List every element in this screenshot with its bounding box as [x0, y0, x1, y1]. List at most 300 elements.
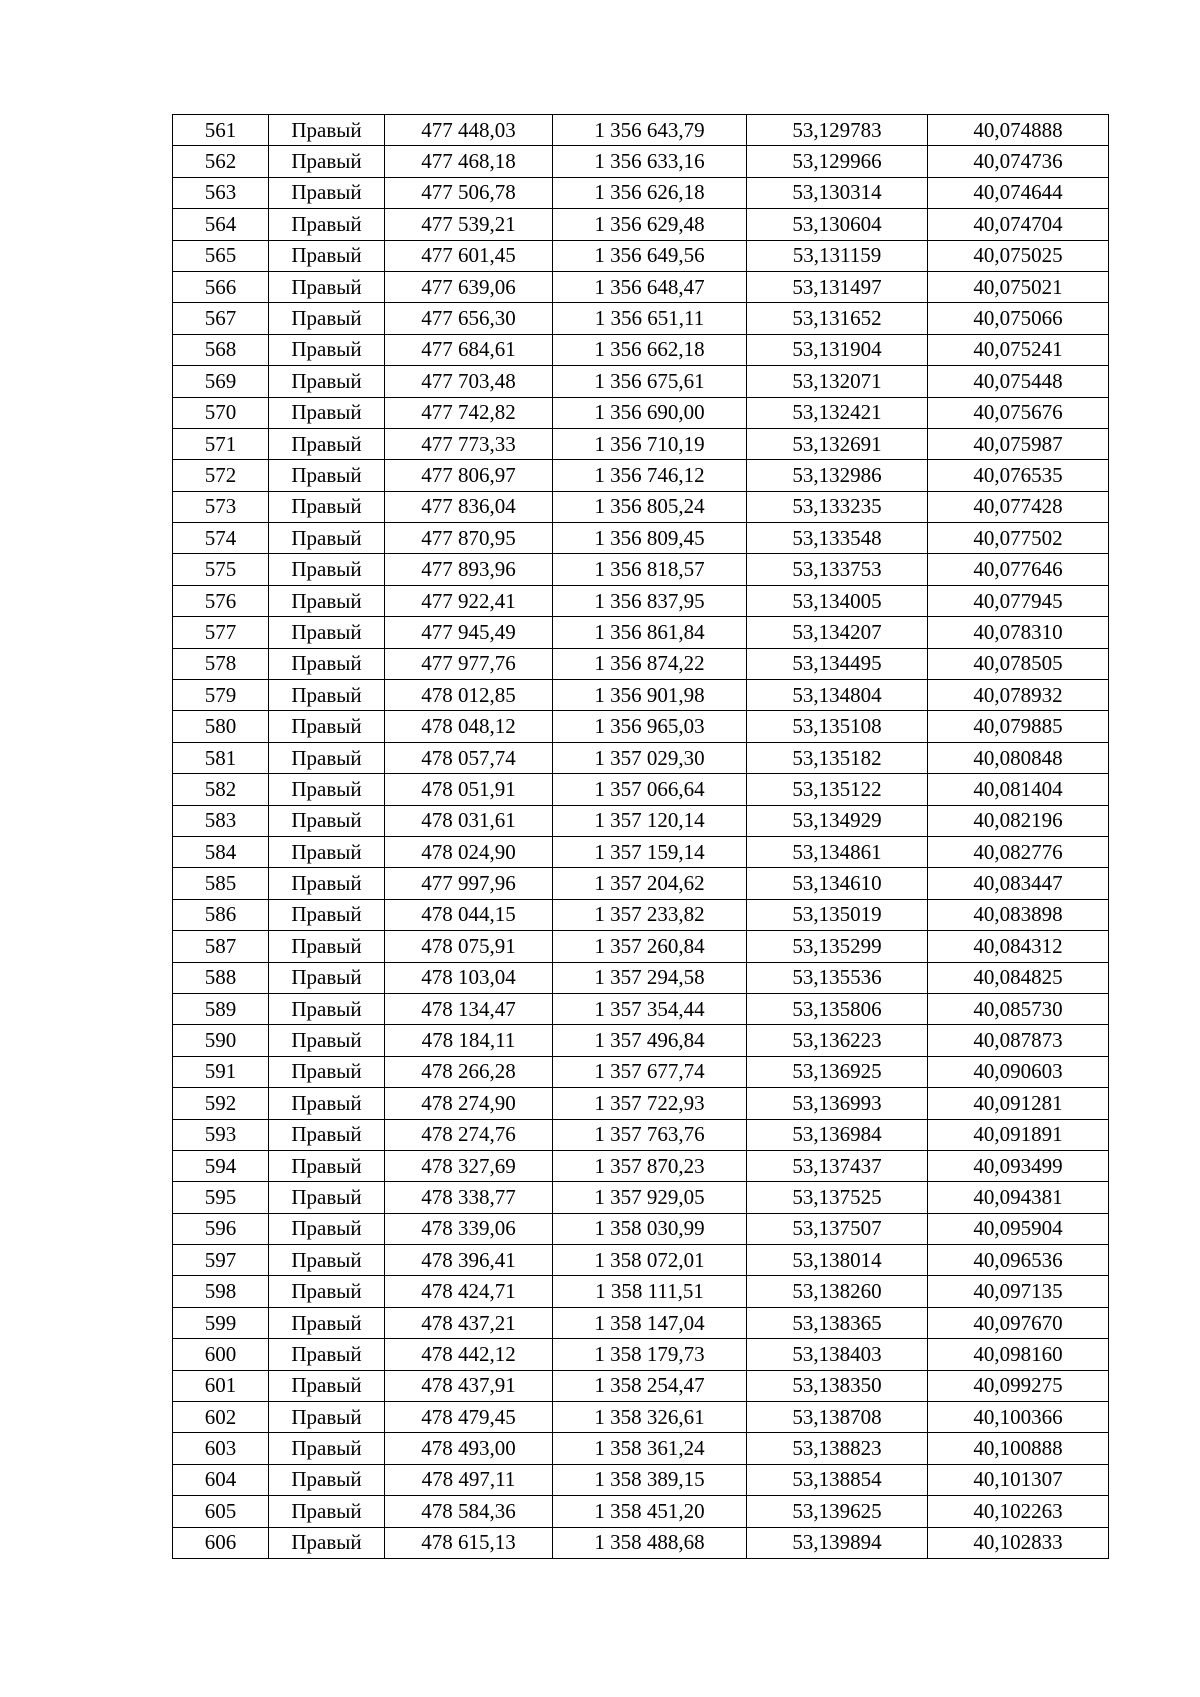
longitude-cell: 40,082196 [928, 805, 1109, 836]
x-coordinate-cell: 478 493,00 [385, 1433, 553, 1464]
point-number-cell: 590 [173, 1025, 269, 1056]
table-row [173, 1496, 1109, 1527]
point-number-cell: 594 [173, 1150, 269, 1181]
latitude-cell: 53,133548 [747, 523, 928, 554]
longitude-cell: 40,077502 [928, 523, 1109, 554]
side-cell: Правый [269, 1307, 385, 1338]
latitude-cell: 53,135122 [747, 774, 928, 805]
latitude-cell: 53,129783 [747, 115, 928, 146]
x-coordinate-cell: 478 437,21 [385, 1307, 553, 1338]
latitude-cell: 53,137507 [747, 1213, 928, 1244]
table-row [173, 1370, 1109, 1401]
y-coordinate-cell: 1 356 965,03 [553, 711, 747, 742]
latitude-cell: 53,133235 [747, 491, 928, 522]
table-row [173, 523, 1109, 554]
latitude-cell: 53,135108 [747, 711, 928, 742]
y-coordinate-cell: 1 356 901,98 [553, 680, 747, 711]
table-row [173, 1182, 1109, 1213]
y-coordinate-cell: 1 356 837,95 [553, 585, 747, 616]
y-coordinate-cell: 1 358 488,68 [553, 1527, 747, 1558]
x-coordinate-cell: 477 601,45 [385, 240, 553, 271]
y-coordinate-cell: 1 356 643,79 [553, 115, 747, 146]
point-number-cell: 597 [173, 1245, 269, 1276]
latitude-cell: 53,139894 [747, 1527, 928, 1558]
latitude-cell: 53,137437 [747, 1150, 928, 1181]
point-number-cell: 595 [173, 1182, 269, 1213]
table-row [173, 836, 1109, 867]
side-cell: Правый [269, 1056, 385, 1087]
point-number-cell: 563 [173, 177, 269, 208]
side-cell: Правый [269, 209, 385, 240]
table-row [173, 209, 1109, 240]
x-coordinate-cell: 477 639,06 [385, 271, 553, 302]
x-coordinate-cell: 477 773,33 [385, 428, 553, 459]
x-coordinate-cell: 478 075,91 [385, 931, 553, 962]
x-coordinate-cell: 478 274,76 [385, 1119, 553, 1150]
latitude-cell: 53,139625 [747, 1496, 928, 1527]
table-row [173, 1464, 1109, 1495]
y-coordinate-cell: 1 357 354,44 [553, 993, 747, 1024]
latitude-cell: 53,135019 [747, 899, 928, 930]
x-coordinate-cell: 477 945,49 [385, 617, 553, 648]
table-row [173, 711, 1109, 742]
latitude-cell: 53,135536 [747, 962, 928, 993]
coordinates-table-body [173, 115, 1109, 1559]
y-coordinate-cell: 1 356 626,18 [553, 177, 747, 208]
side-cell: Правый [269, 836, 385, 867]
point-number-cell: 588 [173, 962, 269, 993]
y-coordinate-cell: 1 358 147,04 [553, 1307, 747, 1338]
side-cell: Правый [269, 428, 385, 459]
side-cell: Правый [269, 1402, 385, 1433]
point-number-cell: 574 [173, 523, 269, 554]
side-cell: Правый [269, 617, 385, 648]
longitude-cell: 40,074888 [928, 115, 1109, 146]
y-coordinate-cell: 1 357 204,62 [553, 868, 747, 899]
table-row [173, 805, 1109, 836]
longitude-cell: 40,080848 [928, 742, 1109, 773]
y-coordinate-cell: 1 358 072,01 [553, 1245, 747, 1276]
x-coordinate-cell: 478 396,41 [385, 1245, 553, 1276]
side-cell: Правый [269, 554, 385, 585]
longitude-cell: 40,077428 [928, 491, 1109, 522]
table-row [173, 491, 1109, 522]
latitude-cell: 53,134804 [747, 680, 928, 711]
x-coordinate-cell: 478 442,12 [385, 1339, 553, 1370]
y-coordinate-cell: 1 357 496,84 [553, 1025, 747, 1056]
latitude-cell: 53,138854 [747, 1464, 928, 1495]
point-number-cell: 568 [173, 334, 269, 365]
point-number-cell: 570 [173, 397, 269, 428]
x-coordinate-cell: 477 656,30 [385, 303, 553, 334]
longitude-cell: 40,091281 [928, 1088, 1109, 1119]
side-cell: Правый [269, 805, 385, 836]
latitude-cell: 53,138014 [747, 1245, 928, 1276]
y-coordinate-cell: 1 358 326,61 [553, 1402, 747, 1433]
table-row [173, 334, 1109, 365]
side-cell: Правый [269, 1339, 385, 1370]
longitude-cell: 40,097135 [928, 1276, 1109, 1307]
y-coordinate-cell: 1 357 260,84 [553, 931, 747, 962]
y-coordinate-cell: 1 357 870,23 [553, 1150, 747, 1181]
longitude-cell: 40,078505 [928, 648, 1109, 679]
y-coordinate-cell: 1 356 633,16 [553, 146, 747, 177]
latitude-cell: 53,134207 [747, 617, 928, 648]
side-cell: Правый [269, 711, 385, 742]
latitude-cell: 53,132691 [747, 428, 928, 459]
latitude-cell: 53,138365 [747, 1307, 928, 1338]
longitude-cell: 40,091891 [928, 1119, 1109, 1150]
y-coordinate-cell: 1 358 254,47 [553, 1370, 747, 1401]
side-cell: Правый [269, 899, 385, 930]
y-coordinate-cell: 1 358 030,99 [553, 1213, 747, 1244]
longitude-cell: 40,075987 [928, 428, 1109, 459]
table-row [173, 1056, 1109, 1087]
table-row [173, 271, 1109, 302]
table-row [173, 899, 1109, 930]
x-coordinate-cell: 478 338,77 [385, 1182, 553, 1213]
x-coordinate-cell: 478 266,28 [385, 1056, 553, 1087]
point-number-cell: 566 [173, 271, 269, 302]
point-number-cell: 584 [173, 836, 269, 867]
point-number-cell: 596 [173, 1213, 269, 1244]
side-cell: Правый [269, 1496, 385, 1527]
y-coordinate-cell: 1 356 805,24 [553, 491, 747, 522]
side-cell: Правый [269, 460, 385, 491]
point-number-cell: 576 [173, 585, 269, 616]
point-number-cell: 604 [173, 1464, 269, 1495]
x-coordinate-cell: 478 274,90 [385, 1088, 553, 1119]
point-number-cell: 579 [173, 680, 269, 711]
point-number-cell: 582 [173, 774, 269, 805]
latitude-cell: 53,138350 [747, 1370, 928, 1401]
latitude-cell: 53,134610 [747, 868, 928, 899]
y-coordinate-cell: 1 358 111,51 [553, 1276, 747, 1307]
side-cell: Правый [269, 1025, 385, 1056]
point-number-cell: 598 [173, 1276, 269, 1307]
side-cell: Правый [269, 271, 385, 302]
side-cell: Правый [269, 742, 385, 773]
table-row [173, 774, 1109, 805]
longitude-cell: 40,096536 [928, 1245, 1109, 1276]
side-cell: Правый [269, 1119, 385, 1150]
point-number-cell: 589 [173, 993, 269, 1024]
table-row [173, 1402, 1109, 1433]
x-coordinate-cell: 478 615,13 [385, 1527, 553, 1558]
longitude-cell: 40,078932 [928, 680, 1109, 711]
longitude-cell: 40,077646 [928, 554, 1109, 585]
longitude-cell: 40,099275 [928, 1370, 1109, 1401]
y-coordinate-cell: 1 357 763,76 [553, 1119, 747, 1150]
latitude-cell: 53,134495 [747, 648, 928, 679]
x-coordinate-cell: 477 870,95 [385, 523, 553, 554]
table-row [173, 962, 1109, 993]
x-coordinate-cell: 478 339,06 [385, 1213, 553, 1244]
y-coordinate-cell: 1 356 649,56 [553, 240, 747, 271]
latitude-cell: 53,132421 [747, 397, 928, 428]
longitude-cell: 40,079885 [928, 711, 1109, 742]
point-number-cell: 599 [173, 1307, 269, 1338]
latitude-cell: 53,131904 [747, 334, 928, 365]
latitude-cell: 53,130604 [747, 209, 928, 240]
side-cell: Правый [269, 334, 385, 365]
y-coordinate-cell: 1 357 233,82 [553, 899, 747, 930]
y-coordinate-cell: 1 356 648,47 [553, 271, 747, 302]
latitude-cell: 53,132071 [747, 366, 928, 397]
latitude-cell: 53,134005 [747, 585, 928, 616]
latitude-cell: 53,133753 [747, 554, 928, 585]
side-cell: Правый [269, 366, 385, 397]
x-coordinate-cell: 477 997,96 [385, 868, 553, 899]
point-number-cell: 602 [173, 1402, 269, 1433]
longitude-cell: 40,074644 [928, 177, 1109, 208]
latitude-cell: 53,137525 [747, 1182, 928, 1213]
point-number-cell: 581 [173, 742, 269, 773]
y-coordinate-cell: 1 356 746,12 [553, 460, 747, 491]
longitude-cell: 40,075448 [928, 366, 1109, 397]
latitude-cell: 53,131652 [747, 303, 928, 334]
latitude-cell: 53,135299 [747, 931, 928, 962]
table-row [173, 1150, 1109, 1181]
x-coordinate-cell: 478 031,61 [385, 805, 553, 836]
table-row [173, 460, 1109, 491]
x-coordinate-cell: 477 893,96 [385, 554, 553, 585]
y-coordinate-cell: 1 356 651,11 [553, 303, 747, 334]
x-coordinate-cell: 478 584,36 [385, 1496, 553, 1527]
latitude-cell: 53,129966 [747, 146, 928, 177]
longitude-cell: 40,074736 [928, 146, 1109, 177]
table-row [173, 1119, 1109, 1150]
side-cell: Правый [269, 648, 385, 679]
point-number-cell: 592 [173, 1088, 269, 1119]
side-cell: Правый [269, 1182, 385, 1213]
point-number-cell: 564 [173, 209, 269, 240]
point-number-cell: 580 [173, 711, 269, 742]
longitude-cell: 40,093499 [928, 1150, 1109, 1181]
y-coordinate-cell: 1 356 662,18 [553, 334, 747, 365]
side-cell: Правый [269, 993, 385, 1024]
side-cell: Правый [269, 1245, 385, 1276]
x-coordinate-cell: 478 437,91 [385, 1370, 553, 1401]
table-row [173, 1527, 1109, 1558]
x-coordinate-cell: 477 684,61 [385, 334, 553, 365]
y-coordinate-cell: 1 356 861,84 [553, 617, 747, 648]
y-coordinate-cell: 1 357 929,05 [553, 1182, 747, 1213]
latitude-cell: 53,136984 [747, 1119, 928, 1150]
side-cell: Правый [269, 146, 385, 177]
side-cell: Правый [269, 868, 385, 899]
y-coordinate-cell: 1 358 451,20 [553, 1496, 747, 1527]
x-coordinate-cell: 477 539,21 [385, 209, 553, 240]
longitude-cell: 40,097670 [928, 1307, 1109, 1338]
table-row [173, 1213, 1109, 1244]
side-cell: Правый [269, 680, 385, 711]
table-row [173, 1025, 1109, 1056]
longitude-cell: 40,082776 [928, 836, 1109, 867]
point-number-cell: 573 [173, 491, 269, 522]
point-number-cell: 571 [173, 428, 269, 459]
longitude-cell: 40,075241 [928, 334, 1109, 365]
coordinates-table [172, 114, 1109, 1559]
latitude-cell: 53,135806 [747, 993, 928, 1024]
longitude-cell: 40,090603 [928, 1056, 1109, 1087]
longitude-cell: 40,094381 [928, 1182, 1109, 1213]
point-number-cell: 567 [173, 303, 269, 334]
point-number-cell: 600 [173, 1339, 269, 1370]
point-number-cell: 591 [173, 1056, 269, 1087]
x-coordinate-cell: 478 184,11 [385, 1025, 553, 1056]
table-row [173, 993, 1109, 1024]
side-cell: Правый [269, 303, 385, 334]
side-cell: Правый [269, 1150, 385, 1181]
y-coordinate-cell: 1 357 722,93 [553, 1088, 747, 1119]
table-row [173, 1433, 1109, 1464]
x-coordinate-cell: 477 448,03 [385, 115, 553, 146]
longitude-cell: 40,075021 [928, 271, 1109, 302]
side-cell: Правый [269, 397, 385, 428]
side-cell: Правый [269, 1213, 385, 1244]
latitude-cell: 53,136993 [747, 1088, 928, 1119]
table-row [173, 1276, 1109, 1307]
x-coordinate-cell: 477 468,18 [385, 146, 553, 177]
latitude-cell: 53,134861 [747, 836, 928, 867]
table-row [173, 428, 1109, 459]
table-row [173, 931, 1109, 962]
table-row [173, 1307, 1109, 1338]
latitude-cell: 53,134929 [747, 805, 928, 836]
table-row [173, 868, 1109, 899]
y-coordinate-cell: 1 357 677,74 [553, 1056, 747, 1087]
x-coordinate-cell: 477 703,48 [385, 366, 553, 397]
latitude-cell: 53,131159 [747, 240, 928, 271]
longitude-cell: 40,095904 [928, 1213, 1109, 1244]
longitude-cell: 40,084312 [928, 931, 1109, 962]
table-row [173, 366, 1109, 397]
longitude-cell: 40,087873 [928, 1025, 1109, 1056]
y-coordinate-cell: 1 356 690,00 [553, 397, 747, 428]
longitude-cell: 40,075025 [928, 240, 1109, 271]
point-number-cell: 577 [173, 617, 269, 648]
x-coordinate-cell: 477 836,04 [385, 491, 553, 522]
x-coordinate-cell: 477 506,78 [385, 177, 553, 208]
y-coordinate-cell: 1 357 066,64 [553, 774, 747, 805]
point-number-cell: 587 [173, 931, 269, 962]
x-coordinate-cell: 478 479,45 [385, 1402, 553, 1433]
y-coordinate-cell: 1 358 389,15 [553, 1464, 747, 1495]
x-coordinate-cell: 478 103,04 [385, 962, 553, 993]
longitude-cell: 40,075676 [928, 397, 1109, 428]
table-row [173, 1088, 1109, 1119]
x-coordinate-cell: 478 051,91 [385, 774, 553, 805]
longitude-cell: 40,083898 [928, 899, 1109, 930]
point-number-cell: 562 [173, 146, 269, 177]
side-cell: Правый [269, 774, 385, 805]
side-cell: Правый [269, 931, 385, 962]
y-coordinate-cell: 1 357 029,30 [553, 742, 747, 773]
table-row [173, 146, 1109, 177]
longitude-cell: 40,078310 [928, 617, 1109, 648]
side-cell: Правый [269, 240, 385, 271]
latitude-cell: 53,138260 [747, 1276, 928, 1307]
y-coordinate-cell: 1 356 818,57 [553, 554, 747, 585]
y-coordinate-cell: 1 356 675,61 [553, 366, 747, 397]
x-coordinate-cell: 478 044,15 [385, 899, 553, 930]
longitude-cell: 40,102263 [928, 1496, 1109, 1527]
longitude-cell: 40,075066 [928, 303, 1109, 334]
table-row [173, 115, 1109, 146]
latitude-cell: 53,138823 [747, 1433, 928, 1464]
longitude-cell: 40,083447 [928, 868, 1109, 899]
x-coordinate-cell: 477 742,82 [385, 397, 553, 428]
y-coordinate-cell: 1 356 629,48 [553, 209, 747, 240]
y-coordinate-cell: 1 357 294,58 [553, 962, 747, 993]
side-cell: Правый [269, 1276, 385, 1307]
latitude-cell: 53,136925 [747, 1056, 928, 1087]
point-number-cell: 605 [173, 1496, 269, 1527]
point-number-cell: 586 [173, 899, 269, 930]
latitude-cell: 53,138403 [747, 1339, 928, 1370]
y-coordinate-cell: 1 358 179,73 [553, 1339, 747, 1370]
x-coordinate-cell: 478 048,12 [385, 711, 553, 742]
side-cell: Правый [269, 1464, 385, 1495]
point-number-cell: 565 [173, 240, 269, 271]
point-number-cell: 569 [173, 366, 269, 397]
side-cell: Правый [269, 491, 385, 522]
y-coordinate-cell: 1 356 710,19 [553, 428, 747, 459]
table-row [173, 303, 1109, 334]
table-row [173, 1245, 1109, 1276]
table-row [173, 240, 1109, 271]
longitude-cell: 40,074704 [928, 209, 1109, 240]
side-cell: Правый [269, 523, 385, 554]
side-cell: Правый [269, 115, 385, 146]
table-row [173, 648, 1109, 679]
latitude-cell: 53,130314 [747, 177, 928, 208]
table-row [173, 617, 1109, 648]
y-coordinate-cell: 1 356 874,22 [553, 648, 747, 679]
table-row [173, 1339, 1109, 1370]
side-cell: Правый [269, 1370, 385, 1401]
table-row [173, 554, 1109, 585]
x-coordinate-cell: 478 327,69 [385, 1150, 553, 1181]
side-cell: Правый [269, 177, 385, 208]
table-row [173, 742, 1109, 773]
point-number-cell: 585 [173, 868, 269, 899]
table-row [173, 397, 1109, 428]
latitude-cell: 53,135182 [747, 742, 928, 773]
point-number-cell: 593 [173, 1119, 269, 1150]
longitude-cell: 40,100888 [928, 1433, 1109, 1464]
y-coordinate-cell: 1 356 809,45 [553, 523, 747, 554]
x-coordinate-cell: 478 057,74 [385, 742, 553, 773]
point-number-cell: 606 [173, 1527, 269, 1558]
point-number-cell: 578 [173, 648, 269, 679]
x-coordinate-cell: 478 424,71 [385, 1276, 553, 1307]
longitude-cell: 40,101307 [928, 1464, 1109, 1495]
y-coordinate-cell: 1 358 361,24 [553, 1433, 747, 1464]
table-row [173, 680, 1109, 711]
point-number-cell: 575 [173, 554, 269, 585]
side-cell: Правый [269, 1088, 385, 1119]
x-coordinate-cell: 477 806,97 [385, 460, 553, 491]
table-row [173, 585, 1109, 616]
side-cell: Правый [269, 962, 385, 993]
x-coordinate-cell: 478 497,11 [385, 1464, 553, 1495]
side-cell: Правый [269, 1527, 385, 1558]
side-cell: Правый [269, 585, 385, 616]
x-coordinate-cell: 478 024,90 [385, 836, 553, 867]
longitude-cell: 40,100366 [928, 1402, 1109, 1433]
